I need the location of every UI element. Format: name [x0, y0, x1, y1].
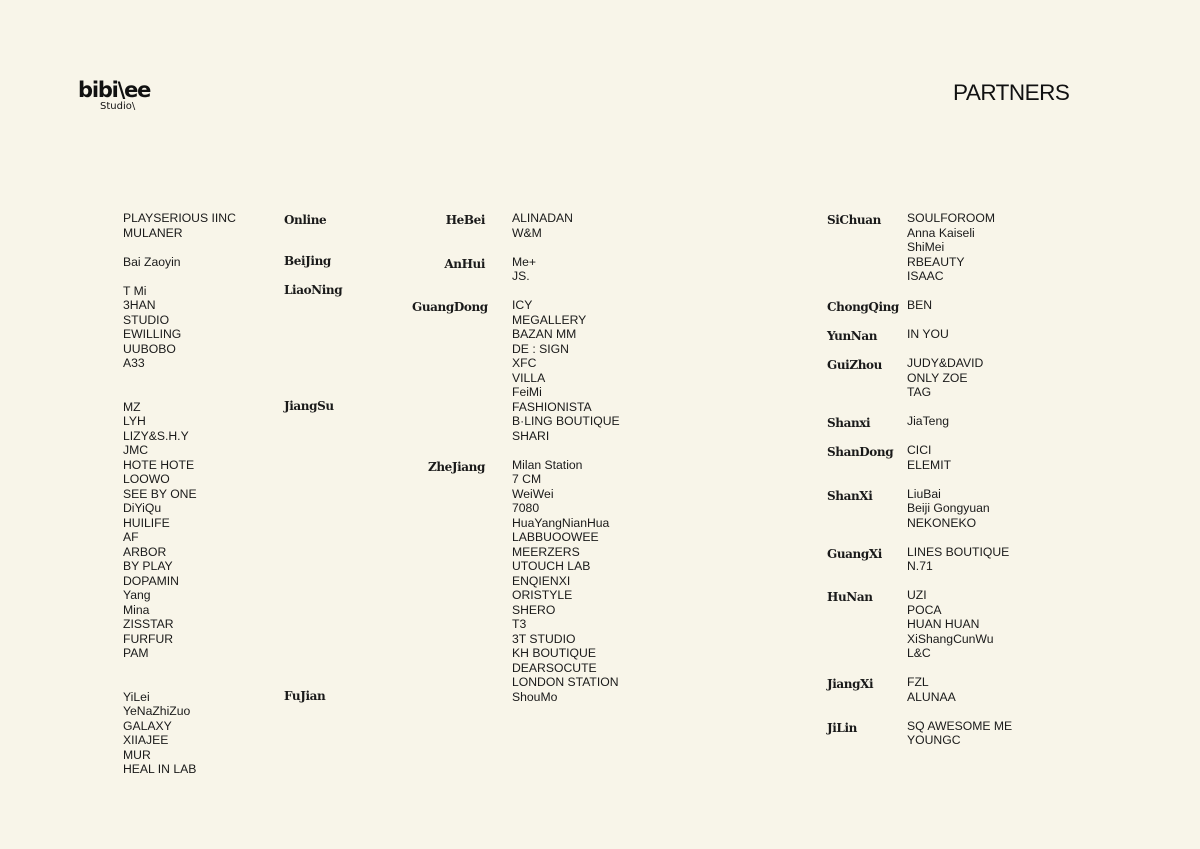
partner-item: UTOUCH LAB — [512, 559, 591, 573]
partner-item: EWILLING — [123, 327, 182, 341]
region-name: GuangXi — [827, 546, 882, 561]
partner-item: AF — [123, 530, 139, 544]
partner-item: UZI — [907, 588, 927, 602]
region-block-hunan — [827, 588, 1107, 661]
region-name: ChongQing — [827, 300, 899, 314]
region-block-shanxi — [827, 414, 1107, 430]
partner-item: Anna Kaiseli — [907, 225, 975, 240]
region-name: ShanXi — [827, 488, 873, 503]
partner-item: ICY — [512, 298, 533, 312]
partner-item: WeiWei — [512, 486, 554, 501]
partner-item: MUR — [123, 747, 151, 762]
partner-item: Beiji Gongyuan — [907, 501, 990, 515]
partner-item: SHERO — [512, 602, 556, 617]
partner-item: FURFUR — [123, 631, 174, 646]
logo-subtitle: Studio\ — [100, 101, 136, 112]
partner-item: SEE BY ONE — [123, 486, 197, 501]
partner-item: Me+ — [512, 254, 537, 269]
region-block-beijing — [123, 255, 363, 270]
partner-item: KH BOUTIQUE — [512, 646, 596, 660]
partner-item: HUAN HUAN — [907, 617, 980, 631]
region-name: HuNan — [827, 590, 873, 604]
partner-item: STUDIO — [123, 312, 170, 327]
region-block-jiangsu — [123, 400, 363, 661]
partner-item: B·LING BOUTIQUE — [512, 414, 620, 428]
partner-item: LYH — [123, 414, 146, 428]
region-block-chongqing — [827, 298, 1107, 314]
partner-item: 7080 — [512, 501, 540, 515]
partner-item: SQ AWESOME ME — [907, 718, 1013, 733]
region-name: SiChuan — [827, 213, 881, 227]
partner-item: ALINADAN — [512, 211, 573, 225]
partner-item: LONDON STATION — [512, 675, 619, 689]
region-block-guizhou — [827, 356, 1107, 400]
region-name: GuangDong — [412, 300, 488, 314]
partner-item: DiYiQu — [123, 501, 162, 515]
region-name: LiaoNing — [284, 282, 343, 297]
partner-item: JMC — [123, 443, 149, 457]
page-title: PARTNERS — [953, 80, 1070, 105]
partner-item: MULANER — [123, 225, 183, 240]
partner-item: LOOWO — [123, 472, 170, 486]
partner-item: Milan Station — [512, 457, 583, 472]
partner-item: ENQIENXI — [512, 573, 571, 588]
partner-item: PLAYSERIOUS IINC — [123, 211, 236, 225]
partner-item: BAZAN MM — [512, 327, 577, 341]
partner-item: HUILIFE — [123, 515, 170, 530]
region-block-guangxi — [827, 544, 1107, 574]
partner-item: ORISTYLE — [512, 588, 573, 602]
partners-column-1 — [123, 211, 363, 777]
partner-item: FZL — [907, 675, 929, 689]
region-name: JiangSu — [284, 398, 334, 413]
region-block-anhui — [444, 254, 712, 284]
partner-item: W&M — [512, 225, 542, 240]
partner-item: SOULFOROOM — [907, 211, 996, 225]
partner-item: A33 — [123, 356, 145, 370]
partner-item: ONLY ZOE — [907, 370, 968, 385]
region-name: FuJian — [284, 688, 326, 703]
partner-item: ISAAC — [907, 269, 944, 283]
region-block-sichuan — [827, 211, 1107, 284]
region-block-yunnan — [827, 327, 1107, 343]
partner-item: LIZY&S.H.Y — [123, 428, 189, 443]
partner-item: XFC — [512, 356, 537, 370]
partners-column-3 — [827, 211, 1107, 748]
brand-logo[interactable] — [78, 76, 162, 116]
partner-item: ALUNAA — [907, 689, 956, 704]
region-name: ShanDong — [827, 445, 894, 459]
partner-item: MZ — [123, 399, 141, 414]
partner-item: HuaYangNianHua — [512, 515, 610, 530]
region-name: BeiJing — [284, 253, 331, 268]
partner-item: ShouMo — [512, 689, 558, 704]
partner-item: Bai Zaoyin — [123, 254, 181, 269]
partner-item: JUDY&DAVID — [907, 356, 984, 370]
partner-item: NEKONEKO — [907, 515, 977, 530]
partner-item: DOPAMIN — [123, 573, 179, 588]
partner-item: VILLA — [512, 370, 546, 385]
partner-item: ARBOR — [123, 544, 167, 559]
region-block-zhejiang — [427, 457, 712, 705]
partner-item: ShiMei — [907, 240, 945, 254]
region-block-fujian — [123, 690, 363, 777]
region-block-jiangxi — [827, 675, 1107, 704]
partner-item: MEGALLERY — [512, 312, 587, 327]
partner-item: GALAXY — [123, 718, 172, 733]
partner-item: XiShangCunWu — [907, 631, 994, 646]
partner-item: ZISSTAR — [123, 617, 174, 631]
region-name: ZheJiang — [427, 459, 485, 474]
partners-column-2 — [412, 211, 712, 704]
partner-item: BEN — [907, 298, 933, 312]
region-name: GuiZhou — [827, 358, 882, 372]
region-name: Online — [284, 213, 327, 227]
partner-item: BY PLAY — [123, 559, 173, 573]
partner-item: PAM — [123, 646, 149, 660]
partner-item: XIIAJEE — [123, 733, 169, 747]
partner-item: YeNaZhiZuo — [123, 704, 191, 718]
partner-item: DE : SIGN — [512, 341, 569, 356]
partner-item: HEAL IN LAB — [123, 762, 197, 776]
partner-item: L&C — [907, 646, 931, 660]
partner-item: MEERZERS — [512, 544, 580, 559]
partner-item: 3HAN — [123, 298, 156, 312]
partner-item: LiuBai — [907, 486, 941, 501]
region-name: Shanxi — [827, 416, 871, 430]
partner-item: DEARSOCUTE — [512, 660, 597, 675]
partner-item: ELEMIT — [907, 457, 952, 472]
partner-item: UUBOBO — [123, 341, 176, 356]
partner-item: JS. — [512, 269, 530, 283]
partner-item: 3T STUDIO — [512, 631, 576, 646]
region-name: JiangXi — [827, 677, 874, 691]
region-block-liaoning — [123, 284, 363, 371]
region-name: HeBei — [445, 213, 485, 227]
partner-item: RBEAUTY — [907, 254, 965, 269]
region-block-online — [123, 211, 363, 240]
region-block-jilin — [827, 718, 1107, 748]
region-block-shanxi-2 — [827, 486, 1107, 531]
region-block-shandong — [827, 443, 1107, 472]
region-name: AnHui — [444, 256, 485, 271]
partner-item: T3 — [512, 617, 527, 631]
partner-item: FASHIONISTA — [512, 399, 592, 414]
partner-item: Yang — [123, 588, 151, 602]
partner-item: YiLei — [123, 689, 150, 704]
partner-item: N.71 — [907, 559, 933, 573]
partner-item: CICI — [907, 443, 932, 457]
partner-item: POCA — [907, 602, 942, 617]
partner-item: T Mi — [123, 283, 147, 298]
region-name: JiLin — [827, 720, 857, 735]
logo-wordmark: bibi\ee — [78, 78, 151, 102]
partner-item: 7 CM — [512, 472, 542, 486]
partner-item: IN YOU — [907, 327, 949, 341]
partner-item: JiaTeng — [907, 414, 950, 428]
region-block-guangdong — [412, 298, 712, 443]
partner-item: LABBUOOWEE — [512, 530, 599, 544]
region-block-hebei — [445, 211, 712, 240]
partner-item: HOTE HOTE — [123, 457, 195, 472]
region-name: YunNan — [827, 329, 878, 343]
partner-item: Mina — [123, 602, 150, 617]
partner-item: YOUNGC — [907, 733, 961, 747]
partner-item: LINES BOUTIQUE — [907, 544, 1010, 559]
partner-item: SHARI — [512, 428, 550, 443]
partner-item: TAG — [907, 385, 932, 399]
partner-item: FeiMi — [512, 385, 542, 399]
